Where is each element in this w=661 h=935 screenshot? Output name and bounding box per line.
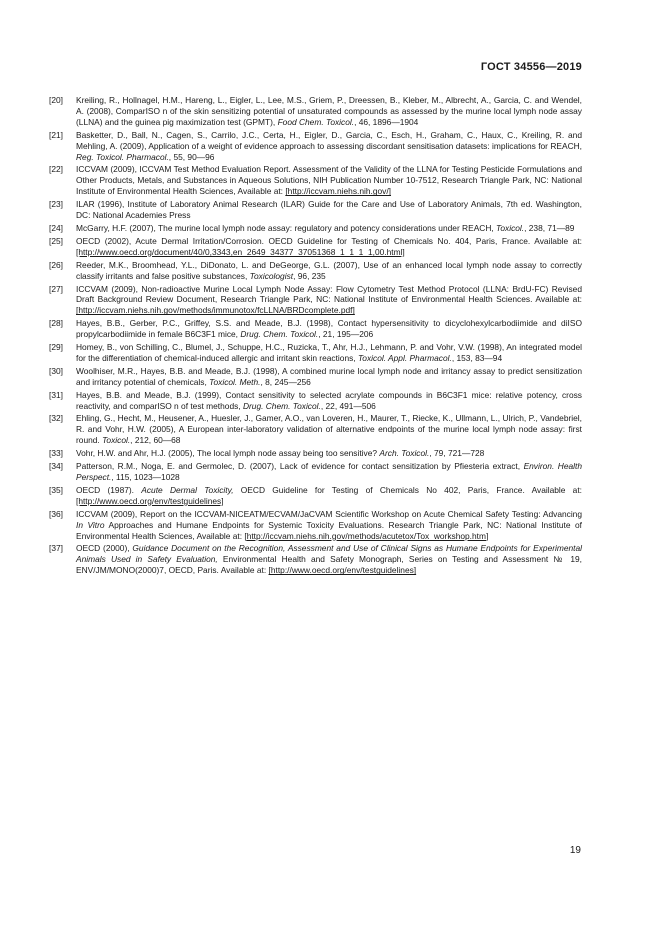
reference-text-segment: Hayes, B.B., Gerber, P.C., Griffey, S.S. and Meade, B.J. (1998), Contact hypersensitivity to dicyclohexylcarbodiimide and diISO propylcarbodiimide in female B6C3F1 mice,	[76, 318, 582, 340]
reference-number: [27]	[49, 283, 63, 294]
reference-text-segment: Kreiling, R., Hollnagel, H.M., Hareng, L., Eigler, L., Lee, M.S., Griem, P., Dreessen, B., Kleber, M., Albrecht, A., Garcia, C. and Wendel, A. (2008), ComparISO n of the skin sensitizing potential of unsaturated compounds as assessed by the murine local lymph node assay (LLNA) and the guinea pig maximization test (GPMT),	[76, 95, 582, 127]
reference-text	[76, 284, 582, 317]
reference-item	[49, 390, 582, 412]
reference-number: [35]	[49, 484, 63, 495]
reference-italic-text: Guidance Document on the Recognition, Assessment and Use of Clinical Signs as Humane Endpoints for Experimental Animals Used in Safety Evaluation,	[76, 543, 583, 565]
reference-item	[49, 318, 582, 340]
reference-text-segment: , 79, 721—728	[429, 448, 485, 459]
reference-text-segment: Reeder, M.K., Broomhead, Y.L., DiDonato, L. and DeGeorge, G.L. (2007), Use of an enhanced local lymph node assay to correctly classify irritants and false positive substances,	[76, 259, 582, 281]
reference-item	[49, 236, 582, 258]
reference-text-segment: McGarry, H.F. (2007), The murine local lymph node assay: regulatory and potency considerations under REACH,	[76, 222, 497, 233]
reference-number: [29]	[49, 342, 63, 353]
reference-item	[49, 284, 582, 317]
reference-text-segment: , 46, 1896—1904	[354, 116, 419, 127]
reference-text	[76, 318, 582, 340]
reference-text-segment: , 115, 1023—1028	[111, 472, 180, 482]
reference-list	[49, 95, 582, 578]
reference-text-segment: Hayes, B.B. and Meade, B.J. (1999), Contact sensitivity to selected acrylate compounds in B6C3F1 mice: relative potency, cross reactivity, and comparISO n of test methods,	[76, 389, 582, 411]
reference-link[interactable]: [http://www.oecd.org/document/40/0,3343,en_2649_34377_37051368_1_1_1_1,00.html]	[76, 246, 405, 257]
reference-text-segment: OECD Guideline for Testing of Chemicals No 402, Paris, France. Available at:	[233, 484, 582, 495]
reference-number: [33]	[49, 448, 63, 459]
reference-italic-text: In Vitro	[76, 519, 105, 530]
reference-link[interactable]: [http://www.oecd.org/env/testguidelines]	[268, 565, 417, 576]
reference-item	[49, 260, 582, 282]
reference-text	[76, 390, 582, 412]
reference-text-segment: Approaches and Humane Endpoints for Systemic Toxicity Evaluations. Research Triangle Park, NC: National Institute of Environmental Health Sciences, Available at:	[76, 519, 582, 541]
reference-text	[76, 223, 582, 234]
reference-text	[76, 509, 582, 542]
reference-text	[76, 164, 582, 197]
reference-text-segment: Basketter, D., Ball, N., Cagen, S., Carrilo, J.C., Certa, H., Eigler, D., Garcia, C., Esch, H., Graham, C., Haux, C., Kreiling, R. and Mehling, A. (2009), Application of a weight of evidence approach to assessing discordant sensitisation datasets: implications for REACH,	[76, 129, 582, 151]
reference-text-segment: Patterson, R.M., Noga, E. and Germolec, D. (2007), Lack of evidence for contact sensitization by Pfiesteria extract,	[76, 461, 524, 472]
reference-item	[49, 509, 582, 542]
reference-number: [34]	[49, 461, 63, 472]
reference-text-segment: ICCVAM (2009), Non-radioactive Murine Local Lymph Node Assay: Flow Cytometry Test Method Protocol (LLNA: BrdU-FC) Revised Draft Background Review Document, Research Triangle Park, NC: National Institute of Environmental Health Sciences. Available at:	[76, 283, 582, 305]
reference-text-segment: OECD (2000),	[76, 543, 133, 554]
reference-text-segment: OECD (2002), Acute Dermal Irritation/Corrosion. OECD Guideline for Testing of Chemicals No. 404, Paris, France. Available at:	[76, 235, 582, 246]
reference-text-segment: , 238, 71—89	[524, 222, 575, 233]
reference-number: [37]	[49, 543, 63, 554]
reference-italic-text: Reg. Toxicol. Pharmacol.	[76, 151, 169, 162]
reference-number: [21]	[49, 129, 63, 140]
reference-item	[49, 164, 582, 197]
reference-italic-text: Toxicol.	[102, 435, 131, 446]
reference-italic-text: Toxicologist	[249, 270, 294, 281]
reference-text-segment: , 96, 235	[293, 270, 326, 281]
reference-item	[49, 448, 582, 459]
reference-text	[76, 260, 582, 282]
reference-number: [30]	[49, 365, 63, 376]
reference-text	[76, 485, 582, 507]
reference-item	[49, 95, 582, 128]
reference-text	[76, 130, 582, 163]
reference-text-segment: ICCVAM (2009), Report on the ICCVAM-NICEATM/ECVAM/JaCVAM Scientific Workshop on Acute Chemical Safety Testing: Advancing	[76, 508, 582, 519]
document-standard-header: ГОСТ 34556—2019	[480, 61, 582, 73]
reference-item	[49, 342, 582, 364]
reference-number: [25]	[49, 235, 63, 246]
reference-text-segment: Ehling, G., Hecht, M., Heusener, A., Huesler, J., Gamer, A.O., van Loveren, H., Maurer, T., Riecke, K., Ullmann, L., Ulrich, P., Vandebriel, R. and Vohr, H.W. (2005), A European inter-laboratory validation of alternative endpoints of the murine local lymph node assay: first round.	[76, 413, 582, 446]
reference-text-segment: , 55, 90—96	[168, 151, 215, 162]
reference-text-segment: Woolhiser, M.R., Hayes, B.B. and Meade, B.J. (1998), A combined murine local lymph node and irritancy assay to predict sensitization and irritancy potential of chemicals,	[76, 365, 582, 387]
reference-italic-text: Toxicol. Meth.	[209, 376, 261, 387]
reference-number: [36]	[49, 508, 63, 519]
reference-link[interactable]: [http://www.oecd.org/env/testguidelines]	[76, 495, 224, 506]
reference-number: [22]	[49, 164, 63, 175]
reference-number: [23]	[49, 199, 63, 210]
reference-text-segment: Environmental Health and Safety Monograph, Series on Testing and Assessment № 19, ENV/JM/MONO(2000)7, OECD, Paris. Available at:	[76, 554, 582, 576]
page-number: 19	[569, 845, 581, 856]
reference-text-segment: , 21, 195—206	[318, 329, 374, 340]
reference-number: [31]	[49, 389, 63, 400]
reference-text-segment: ICCVAM (2009), ICCVAM Test Method Evaluation Report. Assessment of the Validity of the LLNA for Testing Pesticide Formulations and Other Products, Metals, and Substances in Aqueous Solutions, NIH Publication Number 10-7512, Research Triangle Park, NC: National Institute of Environmental Health Sciences, Available at:	[76, 164, 582, 197]
reference-number: [20]	[49, 95, 63, 105]
reference-text	[76, 199, 582, 221]
reference-italic-text: Arch. Toxicol.	[379, 448, 430, 459]
reference-item	[49, 413, 582, 446]
reference-number: [28]	[49, 318, 63, 329]
reference-italic-text: Toxicol. Appl. Pharmacol.	[357, 352, 452, 363]
reference-text	[76, 236, 582, 258]
reference-link[interactable]: [http://iccvam.niehs.nih.gov/methods/acutetox/Tox_workshop.htm]	[244, 530, 489, 541]
reference-item	[49, 461, 582, 483]
reference-italic-text: Food Chem. Toxicol.	[277, 116, 355, 127]
reference-number: [24]	[49, 222, 63, 233]
reference-italic-text: Toxicol.	[496, 222, 525, 233]
reference-text-segment: Vohr, H.W. and Ahr, H.J. (2005), The local lymph node assay being too sensitive?	[76, 448, 380, 459]
reference-text	[76, 461, 582, 483]
reference-item	[49, 223, 582, 234]
reference-italic-text: Environ. Health Perspect.	[76, 461, 582, 482]
reference-text-segment: , 22, 491—506	[320, 400, 376, 411]
reference-text-segment: Homey, B., von Schilling, C., Blumel, J., Schuppe, H.C., Ruzicka, T., Ahr, H.J., Lehmann, P. and Vohr, V.W. (1998), An integrated model for the differentiation of chemical-induced allergic and irritant skin reactions,	[76, 342, 582, 363]
reference-text	[76, 543, 582, 576]
reference-item	[49, 543, 582, 576]
reference-italic-text: Acute Dermal Toxicity,	[141, 484, 234, 495]
reference-number: [32]	[49, 413, 63, 424]
reference-text	[76, 95, 582, 128]
reference-text-segment: , 212, 60—68	[130, 435, 181, 446]
reference-number: [26]	[49, 259, 63, 270]
reference-text-segment: , 153, 83—94	[451, 352, 503, 363]
reference-item	[49, 130, 582, 163]
reference-italic-text: Drug. Chem. Toxicol.	[240, 329, 319, 340]
reference-link[interactable]: [http://iccvam.niehs.nih.gov/]	[285, 186, 392, 197]
reference-item	[49, 199, 582, 221]
reference-link[interactable]: [http://iccvam.niehs.nih.gov/methods/immunotox/fcLLNA/BRDcomplete.pdf]	[76, 305, 355, 316]
reference-text-segment: , 8, 245—256	[260, 376, 311, 387]
reference-italic-text: Drug. Chem. Toxicol.	[242, 400, 321, 411]
reference-item	[49, 485, 582, 507]
reference-text-segment: ILAR (1996), Institute of Laboratory Animal Research (ILAR) Guide for the Care and Use of Laboratory Animals, 7th ed. Washington, DC: National Academies Press	[76, 199, 582, 221]
reference-item	[49, 366, 582, 388]
reference-text	[76, 342, 582, 364]
reference-text	[76, 413, 582, 446]
reference-text-segment: OECD (1987).	[76, 484, 142, 495]
reference-text	[76, 366, 582, 388]
reference-text	[76, 448, 582, 459]
